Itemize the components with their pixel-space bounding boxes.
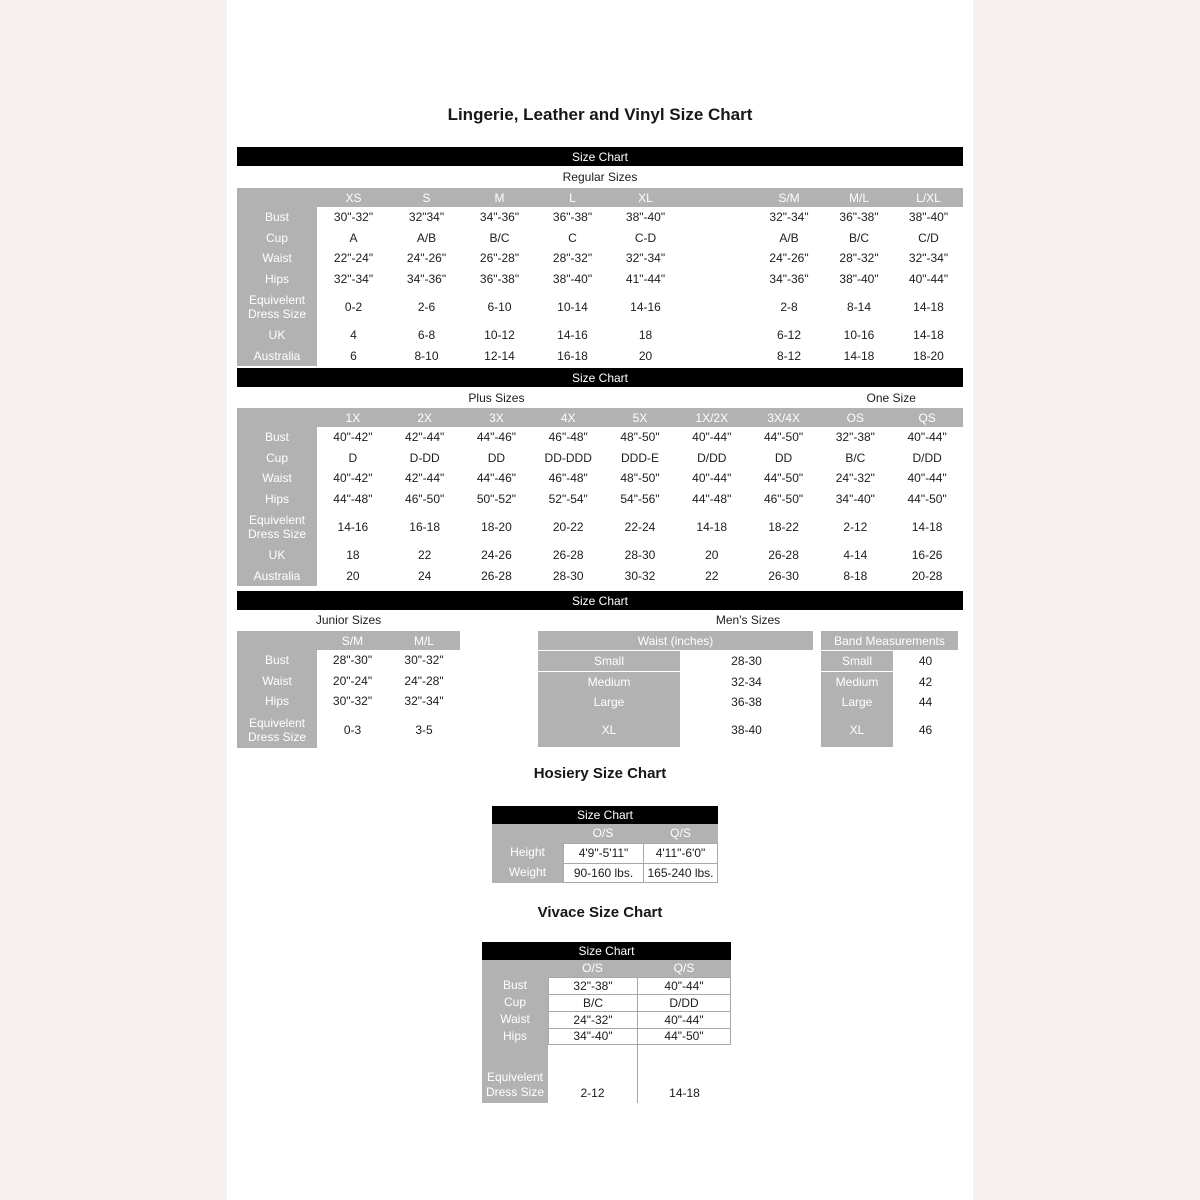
table-cell: 34"-36" (463, 207, 536, 228)
hosiery-title: Hosiery Size Chart (533, 764, 667, 782)
mens-band-value: 46 (893, 712, 958, 747)
regular-sizes-label: Regular Sizes (562, 170, 638, 184)
table-cell: 44"-50" (637, 1028, 731, 1045)
table-cell: 26-30 (748, 566, 820, 587)
mens-size-label: Large (538, 692, 680, 712)
row-label: Australia (237, 346, 317, 367)
row-label: Cup (237, 448, 317, 469)
table-cell: D-DD (389, 448, 461, 469)
table-cell: 24-26 (461, 545, 533, 566)
row-label: Australia (237, 566, 317, 587)
gap-cell (682, 325, 754, 346)
table-cell: 14-18 (637, 1061, 731, 1103)
table-cell: 40"-44" (894, 269, 963, 290)
size-chart-bar: Size Chart (237, 147, 963, 166)
table-cell: 20 (317, 566, 389, 587)
table-cell: 22-24 (604, 509, 676, 545)
gap-cell (682, 248, 754, 269)
row-label: UK (237, 325, 317, 346)
header-gap (813, 631, 821, 651)
table-cell: 22 (389, 545, 461, 566)
table-cell: A (317, 228, 390, 249)
table-cell: 20-22 (532, 509, 604, 545)
table-cell: 46"-50" (748, 489, 820, 510)
mens-size-label: Medium (538, 672, 680, 692)
column-header: XS (317, 188, 390, 207)
column-header: O/S (563, 824, 643, 843)
row-label: Hips (482, 1028, 548, 1045)
table-cell: 42"-44" (389, 427, 461, 448)
column-header: M/L (388, 631, 460, 650)
table-cell: 40"-44" (676, 468, 748, 489)
mens-size-label: Small (538, 651, 680, 671)
size-chart-bar: Size Chart (492, 806, 718, 824)
mens-band-size-label: XL (821, 712, 893, 747)
table-cell: 52"-54" (532, 489, 604, 510)
row-label: Bust (237, 650, 317, 671)
plus-sizes-label: Plus Sizes (468, 390, 525, 405)
mens-waist-value: 38-40 (680, 712, 813, 747)
table-cell: 46"-48" (532, 468, 604, 489)
column-header: 3X/4X (748, 408, 820, 427)
row-label: Waist (237, 671, 317, 692)
column-header: 1X (317, 408, 389, 427)
table-cell: 32"-34" (894, 248, 963, 269)
plus-sizes-table (237, 408, 963, 586)
column-header-blank (237, 188, 317, 207)
table-cell: 24"-26" (754, 248, 824, 269)
table-cell: 26-28 (461, 566, 533, 587)
table-cell: 4'9"-5'11" (563, 843, 643, 863)
table-cell: 26-28 (532, 545, 604, 566)
row-label: Equivelent Dress Size (237, 712, 317, 748)
table-cell: 32"-34" (388, 691, 460, 712)
mens-size-label: XL (538, 712, 680, 747)
table-cell: 44"-48" (676, 489, 748, 510)
column-header: M/L (824, 188, 894, 207)
table-cell: 8-10 (390, 346, 463, 367)
table-cell: 6-12 (754, 325, 824, 346)
table-cell: 3-5 (388, 712, 460, 748)
table-cell: 18-22 (748, 509, 820, 545)
mens-waist-value: 36-38 (680, 692, 813, 712)
table-cell: 36"-38" (536, 207, 609, 228)
table-cell: 20"-24" (317, 671, 388, 692)
column-header-blank (492, 824, 563, 843)
table-cell: 2-12 (819, 509, 891, 545)
row-label: Hips (237, 489, 317, 510)
table-cell: 18-20 (894, 346, 963, 367)
vivace-table (482, 960, 731, 1103)
table-cell: 30-32 (604, 566, 676, 587)
mens-band-value: 44 (893, 692, 958, 712)
size-chart-page (227, 0, 973, 1200)
table-cell: 50"-52" (461, 489, 533, 510)
column-header: 4X (532, 408, 604, 427)
table-cell: 28-30 (532, 566, 604, 587)
table-cell: 40"-42" (317, 468, 389, 489)
mens-sizes-label: Men's Sizes (715, 613, 781, 627)
table-cell: 38"-40" (894, 207, 963, 228)
gap-cell (682, 207, 754, 228)
one-size-label: One Size (866, 390, 916, 405)
table-cell: 8-18 (819, 566, 891, 587)
table-cell: D/DD (637, 994, 731, 1011)
table-cell: 28"-30" (317, 650, 388, 671)
table-cell: 34"-36" (390, 269, 463, 290)
table-cell: 22"-24" (317, 248, 390, 269)
gap-cell (682, 346, 754, 367)
vivace-title: Vivace Size Chart (537, 903, 663, 921)
tables-gap (460, 631, 538, 748)
table-cell: 46"-50" (389, 489, 461, 510)
row-label: Cup (237, 228, 317, 249)
gap-cell (682, 289, 754, 325)
table-cell: A/B (754, 228, 824, 249)
table-cell: 0-2 (317, 289, 390, 325)
table-cell: B/C (819, 448, 891, 469)
table-cell: 90-160 lbs. (563, 863, 643, 883)
table-cell: 41"-44" (609, 269, 682, 290)
table-cell: A/B (390, 228, 463, 249)
column-header: Q/S (637, 960, 731, 977)
vivace-chart (482, 942, 731, 1103)
junior-mens-labels (237, 610, 963, 631)
spacer-cell (548, 1045, 637, 1061)
row-label: Bust (482, 977, 548, 994)
table-cell: 12-14 (463, 346, 536, 367)
mens-waist-value: 28-30 (680, 651, 813, 671)
hosiery-chart (492, 806, 718, 883)
table-cell: 44"-48" (317, 489, 389, 510)
table-cell: 8-14 (824, 289, 894, 325)
table-cell: 28-30 (604, 545, 676, 566)
table-cell: 38"-40" (824, 269, 894, 290)
table-cell: 32"34" (390, 207, 463, 228)
table-cell: C/D (894, 228, 963, 249)
table-cell: 18-20 (461, 509, 533, 545)
column-header: S/M (317, 631, 388, 650)
junior-sizes-label: Junior Sizes (315, 613, 382, 627)
hosiery-table (492, 824, 718, 883)
table-cell: 14-18 (676, 509, 748, 545)
table-cell: C-D (609, 228, 682, 249)
table-cell: 0-3 (317, 712, 388, 748)
table-cell: 14-16 (317, 509, 389, 545)
table-cell: D (317, 448, 389, 469)
table-cell: 20-28 (891, 566, 963, 587)
column-header: 3X (461, 408, 533, 427)
spacer-cell (637, 1045, 731, 1061)
junior-sizes-table (237, 631, 460, 748)
table-cell: 30"-32" (388, 650, 460, 671)
table-cell: DD-DDD (532, 448, 604, 469)
charts-container (237, 147, 963, 1103)
column-gap (813, 651, 821, 671)
table-cell: 4'11"-6'0" (643, 843, 718, 863)
page-title: Lingerie, Leather and Vinyl Size Chart (447, 105, 753, 124)
table-cell: 30"-32" (317, 207, 390, 228)
table-cell: B/C (824, 228, 894, 249)
row-label: Equivelent Dress Size (237, 289, 317, 325)
table-cell: 32"-34" (317, 269, 390, 290)
mens-waist-header: Waist (inches) (538, 631, 813, 650)
junior-mens-tables (237, 631, 963, 748)
column-header: L (536, 188, 609, 207)
column-header: 2X (389, 408, 461, 427)
table-cell: 40"-42" (317, 427, 389, 448)
table-cell: D/DD (891, 448, 963, 469)
table-cell: 14-18 (894, 289, 963, 325)
column-header: OS (819, 408, 891, 427)
column-header: O/S (548, 960, 637, 977)
table-cell: 8-12 (754, 346, 824, 367)
row-label: Hips (237, 269, 317, 290)
mens-band-value: 42 (893, 672, 958, 692)
table-cell: 38"-40" (536, 269, 609, 290)
table-cell: 10-16 (824, 325, 894, 346)
row-label: Equivelent Dress Size (482, 1061, 548, 1103)
mens-band-size-label: Small (821, 651, 893, 671)
table-cell: 18 (609, 325, 682, 346)
column-header: 5X (604, 408, 676, 427)
row-label-spacer (482, 1045, 548, 1061)
table-cell: 16-18 (389, 509, 461, 545)
mens-waist-value: 32-34 (680, 672, 813, 692)
mens-band-size-label: Large (821, 692, 893, 712)
size-chart-bar: Size Chart (237, 591, 963, 610)
row-label: Weight (492, 863, 563, 883)
table-cell: 32"-34" (609, 248, 682, 269)
table-cell: 34"-36" (754, 269, 824, 290)
table-cell: 32"-38" (819, 427, 891, 448)
row-label: Cup (482, 994, 548, 1011)
table-cell: B/C (463, 228, 536, 249)
column-gap (813, 692, 821, 712)
size-chart-bar: Size Chart (482, 942, 731, 960)
table-cell: 14-18 (891, 509, 963, 545)
table-cell: 24"-32" (819, 468, 891, 489)
column-header-blank (237, 408, 317, 427)
mens-band-size-label: Medium (821, 672, 893, 692)
regular-sizes-table (237, 188, 963, 366)
table-cell: 6 (317, 346, 390, 367)
table-cell: 44"-50" (891, 489, 963, 510)
table-cell: D/DD (676, 448, 748, 469)
table-cell: 54"-56" (604, 489, 676, 510)
column-header: L/XL (894, 188, 963, 207)
table-cell: 26"-28" (463, 248, 536, 269)
table-cell: 48"-50" (604, 427, 676, 448)
size-chart-bar: Size Chart (237, 368, 963, 387)
table-cell: 32"-34" (754, 207, 824, 228)
table-cell: 22 (676, 566, 748, 587)
table-cell: 2-6 (390, 289, 463, 325)
table-cell: B/C (548, 994, 637, 1011)
table-cell: 24"-32" (548, 1011, 637, 1028)
table-cell: 10-14 (536, 289, 609, 325)
table-cell: 40"-44" (676, 427, 748, 448)
table-cell: 38"-40" (609, 207, 682, 228)
table-cell: 36"-38" (824, 207, 894, 228)
table-cell: 30"-32" (317, 691, 388, 712)
table-cell: C (536, 228, 609, 249)
table-cell: 46"-48" (532, 427, 604, 448)
row-label: Equivelent Dress Size (237, 509, 317, 545)
table-cell: 36"-38" (463, 269, 536, 290)
row-label: Bust (237, 207, 317, 228)
table-cell: DD (748, 448, 820, 469)
table-cell: 44"-50" (748, 468, 820, 489)
row-label: Hips (237, 691, 317, 712)
table-cell: 28"-32" (536, 248, 609, 269)
column-gap (813, 712, 821, 747)
row-label: Height (492, 843, 563, 863)
table-cell: 28"-32" (824, 248, 894, 269)
table-cell: 32"-38" (548, 977, 637, 994)
table-cell: 165-240 lbs. (643, 863, 718, 883)
table-cell: 48"-50" (604, 468, 676, 489)
row-label: Waist (237, 468, 317, 489)
table-cell: 40"-44" (891, 427, 963, 448)
table-cell: 24 (389, 566, 461, 587)
row-label: Bust (237, 427, 317, 448)
column-gap (813, 672, 821, 692)
table-cell: 16-18 (536, 346, 609, 367)
table-cell: 26-28 (748, 545, 820, 566)
table-cell: 44"-50" (748, 427, 820, 448)
table-cell: 24"-26" (390, 248, 463, 269)
table-cell: 24"-28" (388, 671, 460, 692)
table-cell: 14-16 (609, 289, 682, 325)
table-cell: 44"-46" (461, 427, 533, 448)
table-cell: 34"-40" (548, 1028, 637, 1045)
column-header-blank (482, 960, 548, 977)
column-header: S/M (754, 188, 824, 207)
gap-cell (682, 228, 754, 249)
column-header-gap (682, 188, 754, 207)
table-cell: 2-12 (580, 1085, 605, 1100)
table-cell: 14-18 (824, 346, 894, 367)
table-cell: 6-8 (390, 325, 463, 346)
table-cell: 2-8 (754, 289, 824, 325)
table-cell: 40"-44" (637, 977, 731, 994)
table-cell: 14-18 (894, 325, 963, 346)
table-cell: 14-16 (536, 325, 609, 346)
table-cell: 34"-40" (819, 489, 891, 510)
row-label: UK (237, 545, 317, 566)
table-cell: 44"-46" (461, 468, 533, 489)
column-header: Q/S (643, 824, 718, 843)
mens-sizes-table (538, 631, 958, 748)
table-cell: 40"-44" (891, 468, 963, 489)
table-cell: 20 (676, 545, 748, 566)
table-cell: DDD-E (604, 448, 676, 469)
column-header: S (390, 188, 463, 207)
table-cell: 20 (609, 346, 682, 367)
column-header: 1X/2X (676, 408, 748, 427)
column-header-blank (237, 631, 317, 650)
table-cell: 4-14 (819, 545, 891, 566)
mens-band-value: 40 (893, 651, 958, 671)
row-label: Waist (482, 1011, 548, 1028)
mens-band-header: Band Measurements (821, 631, 958, 650)
table-cell: 42"-44" (389, 468, 461, 489)
column-header: M (463, 188, 536, 207)
table-cell: DD (461, 448, 533, 469)
table-cell: 4 (317, 325, 390, 346)
table-cell: 6-10 (463, 289, 536, 325)
column-header: XL (609, 188, 682, 207)
table-cell: 10-12 (463, 325, 536, 346)
gap-cell (682, 269, 754, 290)
plus-one-size-labels (237, 387, 963, 408)
table-cell: 16-26 (891, 545, 963, 566)
table-cell: 40"-44" (637, 1011, 731, 1028)
table-cell: 18 (317, 545, 389, 566)
column-header: QS (891, 408, 963, 427)
row-label: Waist (237, 248, 317, 269)
